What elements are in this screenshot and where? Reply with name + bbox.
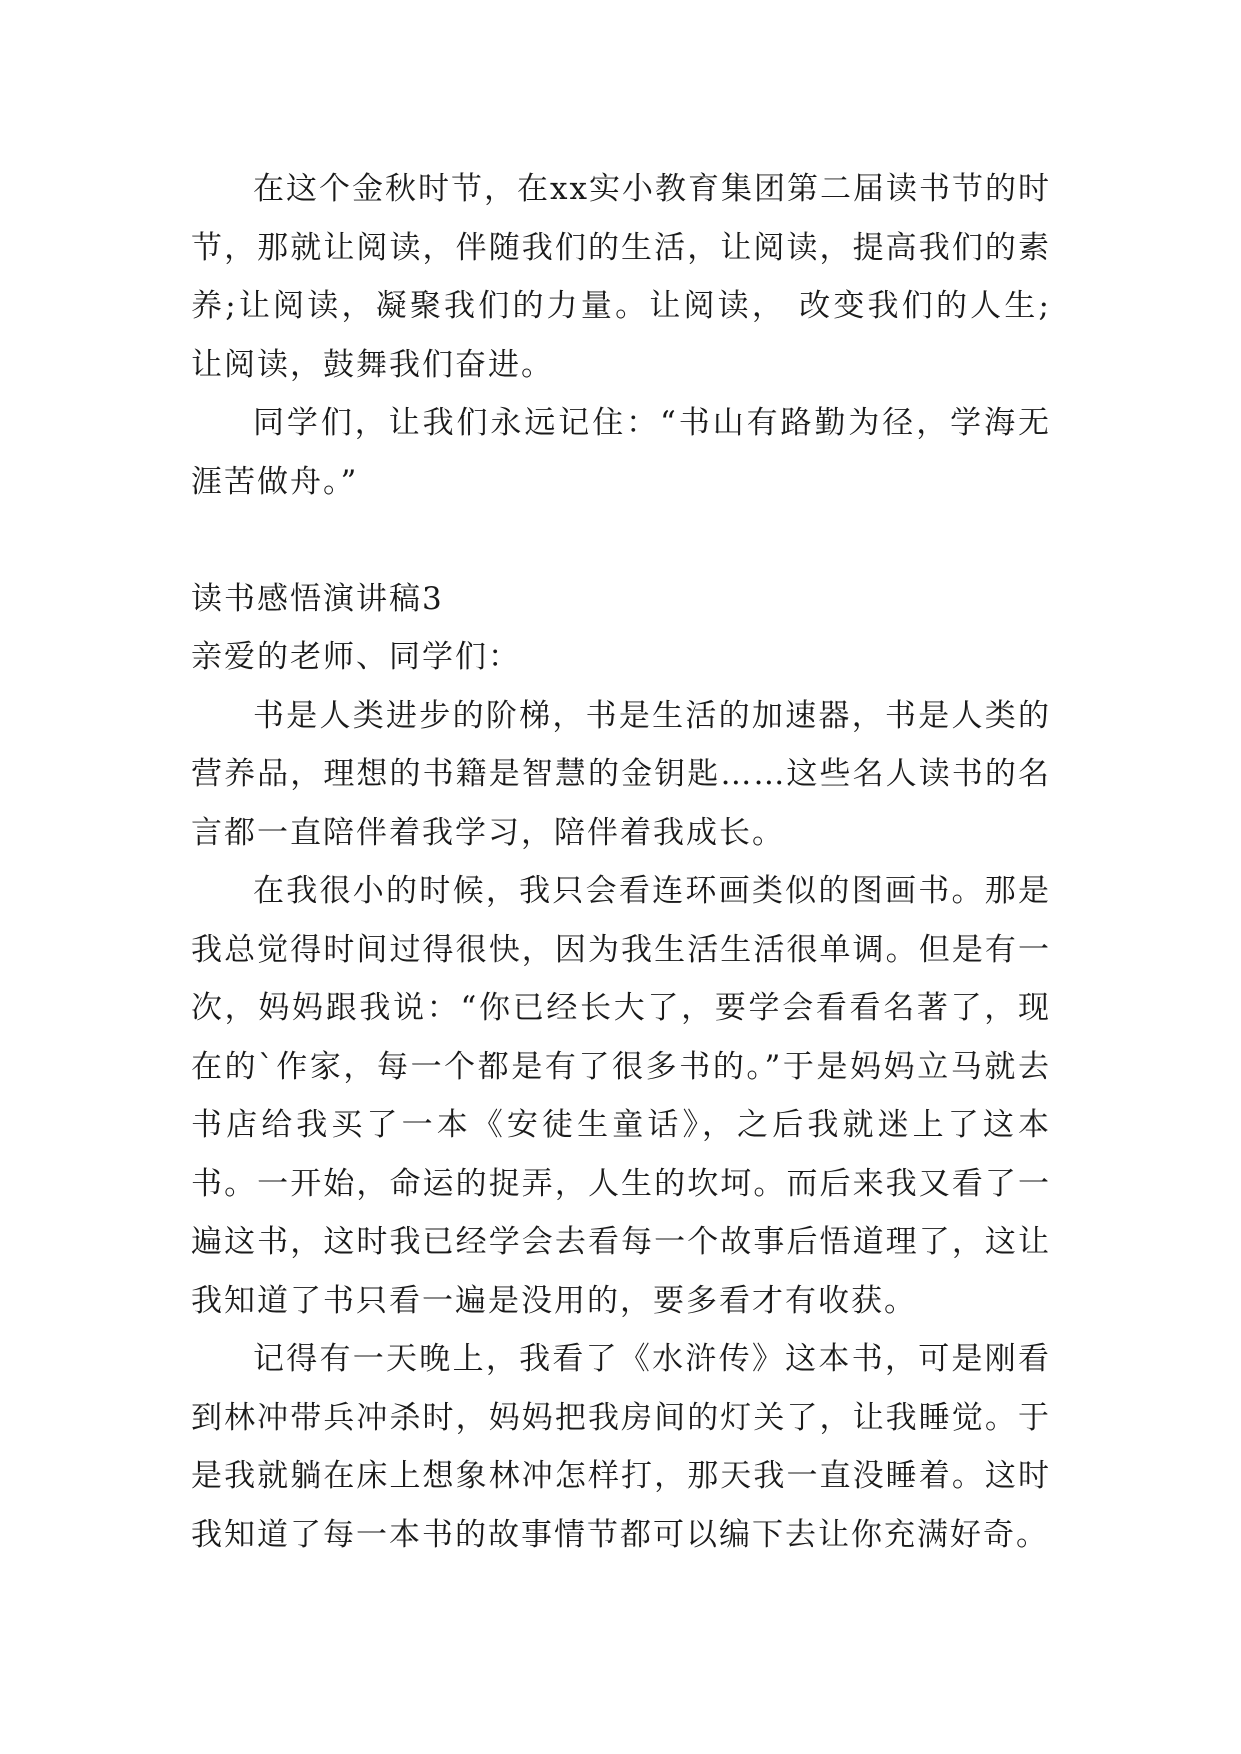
paragraph: 同学们，让我们永远记住：“书山有路勤为径，学海无涯苦做舟。” (191, 405, 1051, 500)
document-body (191, 160, 1051, 1564)
paragraph: 在这个金秋时节，在xx实小教育集团第二届读书节的时节，那就让阅读，伴随我们的生活，让阅读，提高我们的素养;让阅读，凝聚我们的力量。让阅读， 改变我们的人生;让阅读，鼓舞我们奋进。 (191, 171, 1051, 383)
paragraph: 记得有一天晚上，我看了《水浒传》这本书，可是刚看到林冲带兵冲杀时，妈妈把我房间的灯关了，让我睡觉。于是我就躺在床上想象林冲怎样打，那天我一直没睡着。这时我知道了每一本书的故事情节都可以编下去让你充满好奇。 (191, 1341, 1051, 1553)
paragraph: 在我很小的时候，我只会看连环画类似的图画书。那是我总觉得时间过得很快，因为我生活生活很单调。但是有一次，妈妈跟我说：“你已经长大了，要学会看看名著了，现在的`作家，每一个都是有了很多书的。”于是妈妈立马就去书店给我买了一本《安徒生童话》，之后我就迷上了这本书。一开始，命运的捉弄，人生的坎坷。而后来我又看了一遍这书，这时我已经学会去看每一个故事后悟道理了，这让我知道了书只看一遍是没用的，要多看才有收获。 (191, 873, 1051, 1319)
section-title: 读书感悟演讲稿3 (191, 580, 444, 617)
paragraph: 书是人类进步的阶梯，书是生活的加速器，书是人类的营养品，理想的书籍是智慧的金钥匙……这些名人读书的名言都一直陪伴着我学习，陪伴着我成长。 (191, 697, 1051, 851)
blank-line (191, 511, 1051, 570)
salutation: 亲爱的老师、同学们： (191, 639, 521, 675)
